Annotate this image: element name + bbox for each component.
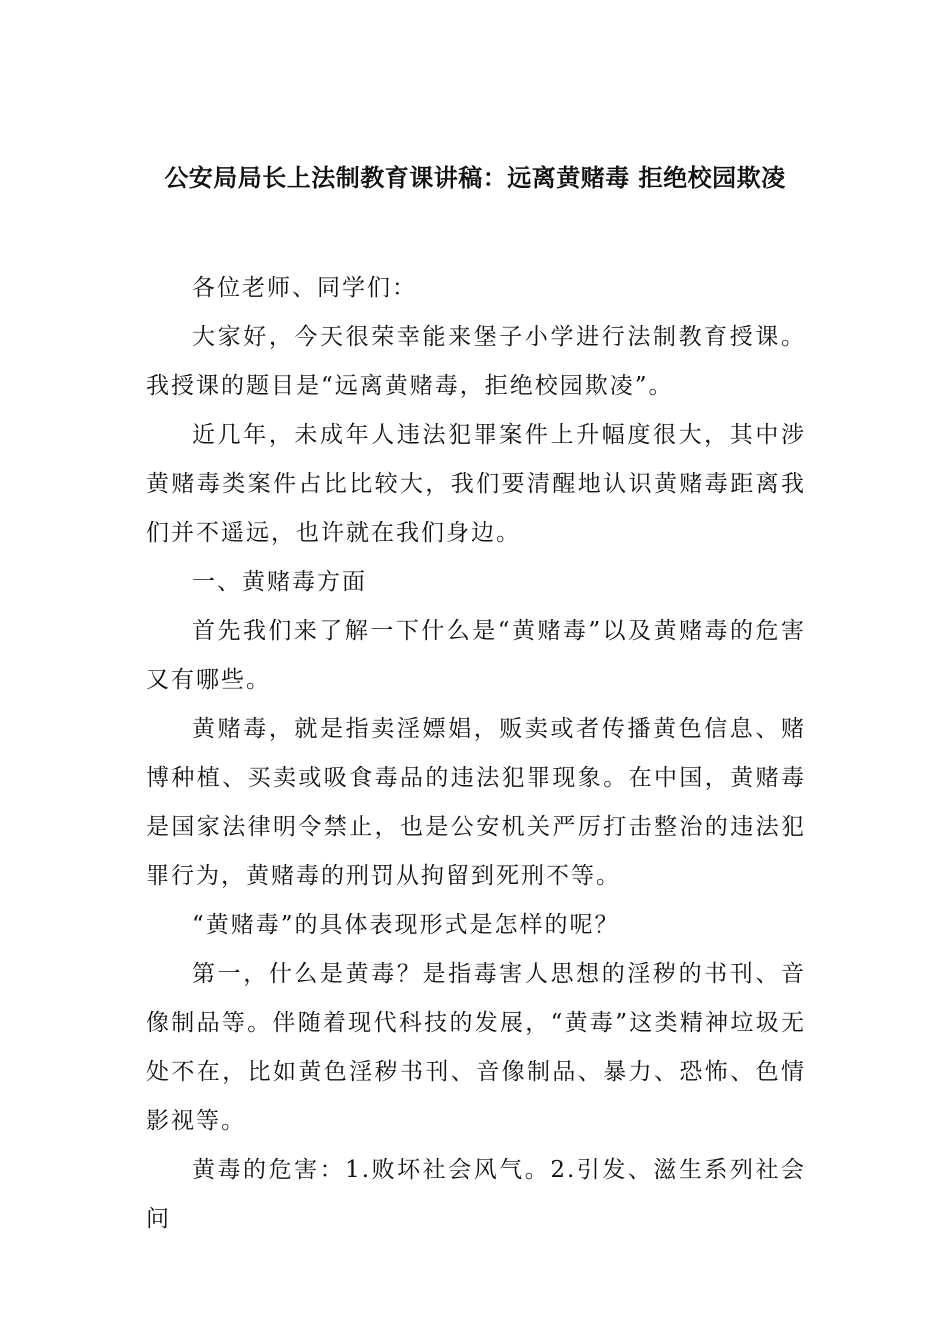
intro-paragraph: 大家好，今天很荣幸能来堡子小学进行法制教育授课。我授课的题目是“远离黄赌毒，拒绝校园欺凌”。 <box>146 324 806 399</box>
definition-paragraph: 黄赌毒，就是指卖淫嫖娼，贩卖或者传播黄色信息、赌博种植、买卖或吸食毒品的违法犯罪现象。在中国，黄赌毒是国家法律明令禁止，也是公安机关严厉打击整治的违法犯罪行为，黄赌毒的刑罚从拘留到死刑不等。 <box>146 716 806 889</box>
section-heading: 一、黄赌毒方面 <box>192 569 367 595</box>
greeting-paragraph: 各位老师、同学们： <box>192 275 417 301</box>
definition-intro-paragraph: 首先我们来了解一下什么是“黄赌毒”以及黄赌毒的危害又有哪些。 <box>146 618 806 693</box>
document-title: 公安局局长上法制教育课讲稿：远离黄赌毒 拒绝校园欺凌 <box>164 163 786 192</box>
harm-paragraph: 黄毒的危害：1.败坏社会风气。2.引发、滋生系列社会问 <box>146 1157 806 1232</box>
yellow-poison-paragraph: 第一，什么是黄毒？是指毒害人思想的淫秽的书刊、音像制品等。伴随着现代科技的发展，“黄毒”这类精神垃圾无处不在，比如黄色淫秽书刊、音像制品、暴力、恐怖、色情影视等。 <box>146 961 806 1134</box>
question-paragraph: “黄赌毒”的具体表现形式是怎样的呢？ <box>192 912 620 938</box>
document-body <box>146 264 806 1244</box>
background-paragraph: 近几年，未成年人违法犯罪案件上升幅度很大，其中涉黄赌毒类案件占比比较大，我们要清醒地认识黄赌毒距离我们并不遥远，也许就在我们身边。 <box>146 422 806 546</box>
